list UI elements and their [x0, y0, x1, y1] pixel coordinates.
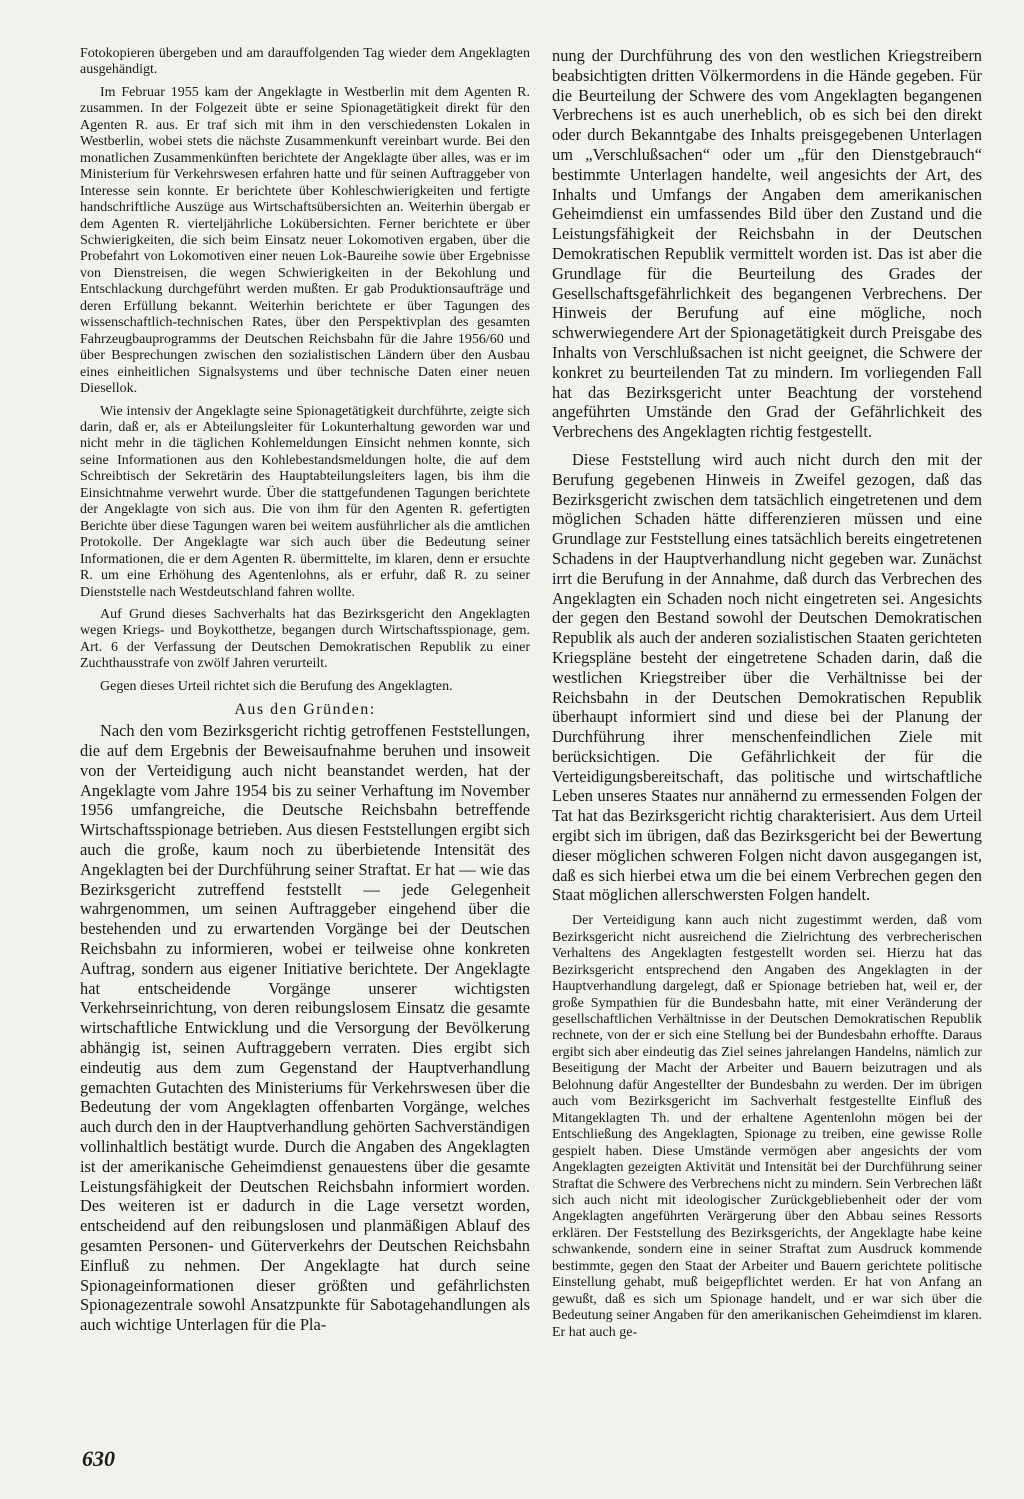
left-column [80, 46, 530, 1343]
paragraph: Wie intensiv der Angeklagte seine Spionagetätigkeit durchführte, zeigte sich darin, daß er, als er Abteilungsleiter für Lokunterhaltung geworden war und nicht mehr in die täglichen Kohlemeldungen Einsicht nehmen konnte, sich seine Informationen aus den Kohlebestandsmeldungen holte, die auf dem Schreibtisch der Sekretärin des Hauptabteilungsleiters lagen, bis ihm die Einsichtnahme verwehrt wurde. Über die stattgefundenen Tagungen berichtete der Angeklagte von sich aus. Die von ihm für den Agenten R. gefertigten Berichte über diese Tagungen waren bei weitem ausführlicher als die amtlichen Protokolle. Der Angeklagte war sich auch über die Bedeutung seiner Informationen, die er dem Agenten R. übermittelte, im klaren, denn er ersuchte R. um eine Erhöhung des Agentenlohns, als er erfuhr, daß R. zu seiner Dienststelle nach Westdeutschland fahren wollte. [80, 403, 530, 600]
right-column-small-text [552, 913, 982, 1341]
paragraph: nung der Durchführung des von den westlichen Kriegstreibern beabsichtigten dritten Völkermordens in die Hände gegeben. Für die Beurteilung der Schwere des vom Angeklagten begangenen Verbrechens ist es auch unerheblich, ob es sich bei den direkt oder durch Bekanntgabe des Inhalts preisgegebenen Unterlagen um „Verschlußsachen“ oder um „für den Dienstgebrauch“ bestimmte Unterlagen handelte, weil angesichts der Art, des Inhalts und Umfangs der Angaben dem amerikanischen Geheimdienst ein umfassendes Bild über den Zustand und die Leistungsfähigkeit der Reichsbahn in der Deutschen Demokratischen Republik vermittelt worden ist. Das ist aber die Grundlage für die Beurteilung des Grades der Gesellschaftsgefährlichkeit des begangenen Verbrechens. Der Hinweis der Berufung auf eine mögliche, noch schwerwiegendere Art der Spionagetätigkeit durch Preisgabe des Inhalts von Verschlußsachen ist nicht geeignet, die Schwere der konkret zu beurteilenden Tat zu mindern. Im vorliegenden Fall hat das Bezirksgericht unter Beachtung der vorstehend angeführten Umstände den Grad der Gefährlichkeit des Verbrechens des Angeklagten richtig festgestellt. [552, 46, 982, 442]
left-column-small-text [80, 46, 530, 695]
page-number: 630 [82, 1446, 115, 1471]
paragraph: Der Verteidigung kann auch nicht zugestimmt werden, daß vom Bezirksgericht nicht ausreichend die Zielrichtung des verbrecherischen Verhaltens des Angeklagten festgestellt worden sei. Hierzu hat das Bezirksgericht entsprechend den Angaben des Angeklagten in der Hauptverhandlung dargelegt, daß er Spionage betrieben hat, weil er, der große Sympathien für die Bundesbahn hatte, mit einer Veränderung der gesellschaftlichen Verhältnisse in der Deutschen Demokratischen Republik rechnete, von der er sich eine Stellung bei der Bundesbahn erhoffte. Daraus ergibt sich aber eindeutig das Ziel seines jahrelangen Handelns, nämlich zur Beseitigung der Macht der Arbeiter und Bauern beizutragen und als Belohnung dafür Angestellter der Bundesbahn zu werden. Der im übrigen auch vom Bezirksgericht im Sachverhalt festgestellte Einfluß des Mitangeklagten Th. und der erhaltene Agentenlohn mögen bei der Entschließung des Angeklagten, Spionage zu treiben, eine gewisse Rolle gespielt haben. Diese Umstände vermögen aber angesichts der vom Angeklagten gezeigten Aktivität und Intensität bei der Durchführung seiner Straftat die Schwere des Verbrechens nicht zu mindern. Sein Verbrechen läßt sich auch nicht mit ideologischer Zurückgebliebenheit oder der vom Angeklagten angeführten Verärgerung über den Abbau seines Ressorts erklären. Der Feststellung des Bezirksgerichts, der Angeklagte habe keine schwankende, sondern eine in seiner Straftat zum Ausdruck kommende bestimmte, gegen den Staat der Arbeiter und Bauern gerichtete politische Einstellung gehabt, muß beigepflichtet werden. Er hat von Anfang an gewußt, daß es sich um Spionage handelt, und er war sich über die Bedeutung seiner Angaben für den amerikanischen Geheimdienst im klaren. Er hat auch ge- [552, 913, 982, 1340]
paragraph: Nach den vom Bezirksgericht richtig getroffenen Feststellungen, die auf dem Ergebnis der Beweisaufnahme beruhen und insoweit von der Verteidigung auch nicht beanstandet werden, hat der Angeklagte vom Jahre 1954 bis zu seiner Verhaftung im November 1956 umfangreiche, die Deutsche Reichsbahn betreffende Wirtschaftsspionage betrieben. Aus diesen Feststellungen ergibt sich auch die große, kaum noch zu überbietende Intensität des Angeklagten bei der Durchführung seiner Straftat. Er hat — wie das Bezirksgericht zutreffend feststellt — jede Gelegenheit wahrgenommen, um seinen Auftraggeber eingehend über die bestehenden und zu erwartenden Vorgänge bei der Deutschen Reichsbahn zu informieren, wobei er teilweise ohne konkreten Auftrag, sondern aus eigener Initiative berichtete. Der Angeklagte hat entscheidende Vorgänge unserer wichtigsten Verkehrseinrichtung, von deren reibungslosem Einsatz die gesamte wirtschaftliche Entwicklung und die Versorgung der Bevölkerung abhängig ist, seinen Auftraggebern verraten. Dies ergibt sich eindeutig aus dem zum Gegenstand der Hauptverhandlung gemachten Gutachten des Ministeriums für Verkehrswesen über die Bedeutung der vom Angeklagten offenbarten Vorgänge, welches auch durch den in der Hauptverhandlung gehörten Sachverständigen vollinhaltlich bestätigt wurde. Durch die Angaben des Angeklagten ist der amerikanische Geheimdienst genauestens über die gesamte Leistungsfähigkeit der Deutschen Reichsbahn informiert worden. Des weiteren ist er dadurch in die Lage versetzt worden, entscheidend auf den reibungslosen und planmäßigen Ablauf des gesamten Personen- und Güterverkehrs der Deutschen Reichsbahn Einfluß zu nehmen. Der Angeklagte hat durch seine Spionageinformationen dieser größten und gefährlichsten Spionagezentrale sowohl Ansatzpunkte für Sabotagehandlungen als auch wichtige Unterlagen für die Pla- [80, 721, 530, 1335]
right-column [552, 46, 982, 1347]
left-column-large-text [80, 721, 530, 1335]
section-heading: Aus den Gründen: [234, 701, 376, 719]
paragraph: Fotokopieren übergeben und am darauffolgenden Tag wieder dem Angeklagten ausgehändigt. [80, 46, 530, 78]
paragraph: Gegen dieses Urteil richtet sich die Berufung des Angeklagten. [100, 678, 453, 694]
right-column-large-text [552, 46, 982, 905]
paragraph: Diese Feststellung wird auch nicht durch den mit der Berufung gegebenen Hinweis in Zweifel gezogen, daß das Bezirksgericht zwischen dem tatsächlich eingetretenen und dem möglichen Schaden hätte differenzieren müssen und eine Grundlage zur Feststellung eines tatsächlich bereits eingetretenen Schadens in der Hauptverhandlung nicht gegeben war. Zunächst irrt die Berufung in der Annahme, daß durch das Verbrechen des Angeklagten ein Schaden noch nicht eingetreten sei. Angesichts der gegen den Bestand sowohl der Deutschen Demokratischen Republik als auch der anderen sozialistischen Staaten gerichteten Kriegspläne besteht der eingetretene Schaden darin, daß die westlichen Kriegstreiber über die Verhältnisse bei der Reichsbahn in der Deutschen Demokratischen Republik überhaupt informiert sind und diese bei der Planung der Durchführung ihrer menschenfeindlichen Ziele mit berücksichtigen. Die Gefährlichkeit der für die Verteidigungsbereitschaft, das politische und wirtschaftliche Leben unseres Staates nur annähernd zu ermessenden Folgen der Tat hat das Bezirksgericht richtig charakterisiert. Aus dem Urteil ergibt sich im übrigen, daß das Bezirksgericht bei der Bewertung dieser möglichen schweren Folgen nicht davon ausgegangen ist, daß es sich hierbei etwa um die bei einem Verbrechen gegen den Staat möglichen allerschwersten Folgen handelt. [552, 449, 982, 905]
paragraph: Im Februar 1955 kam der Angeklagte in Westberlin mit dem Agenten R. zusammen. In der Folgezeit übte er seine Spionagetätigkeit direkt für den Agenten R. aus. Er traf sich mit ihm in den verschiedensten Lokalen in Westberlin, wobei stets die nächste Zusammenkunft vereinbart wurde. Bei den monatlichen Zusammenkünften berichtete der Angeklagte über alles, was er im Ministerium für Verkehrswesen erfahren hatte und für seinen Auftraggeber von Interesse sein konnte. Er berichtete über Kohleschwierigkeiten und fertigte handschriftliche Auszüge aus Wirtschaftsübersichten an. Weiterhin übergab er dem Agenten R. vierteljährliche Lokübersichten. Ferner berichtete er über Schwierigkeiten, die sich beim Einsatz neuer Lokomotiven ergaben, über die Probefahrt von Lokomotiven einer neuen Lok-Baureihe sowie über Ergebnisse von Dienstreisen, die wegen Schwierigkeiten in der Bekohlung und Entschlackung durchgeführt werden mußten. Er gab Produktionsaufträge und deren Erfüllung bekannt. Weiterhin berichtete er über Tagungen des wissenschaftlich-technischen Rates, über den Perspektivplan des gesamten Fahrzeugbauprogramms der Deutschen Reichsbahn für die Jahre 1956/60 und über Besprechungen zwischen den sozialistischen Ländern über den Ausbau eines einheitlichen Signalsystems und über technische Daten einer neuen Diesellok. [80, 84, 530, 397]
paragraph: Auf Grund dieses Sachverhalts hat das Bezirksgericht den Angeklagten wegen Kriegs- und Boykotthetze, begangen durch Wirtschaftsspionage, gem. Art. 6 der Verfassung der Deutschen Demokratischen Republik zu einer Zuchthausstrafe von zwölf Jahren verurteilt. [80, 606, 530, 672]
